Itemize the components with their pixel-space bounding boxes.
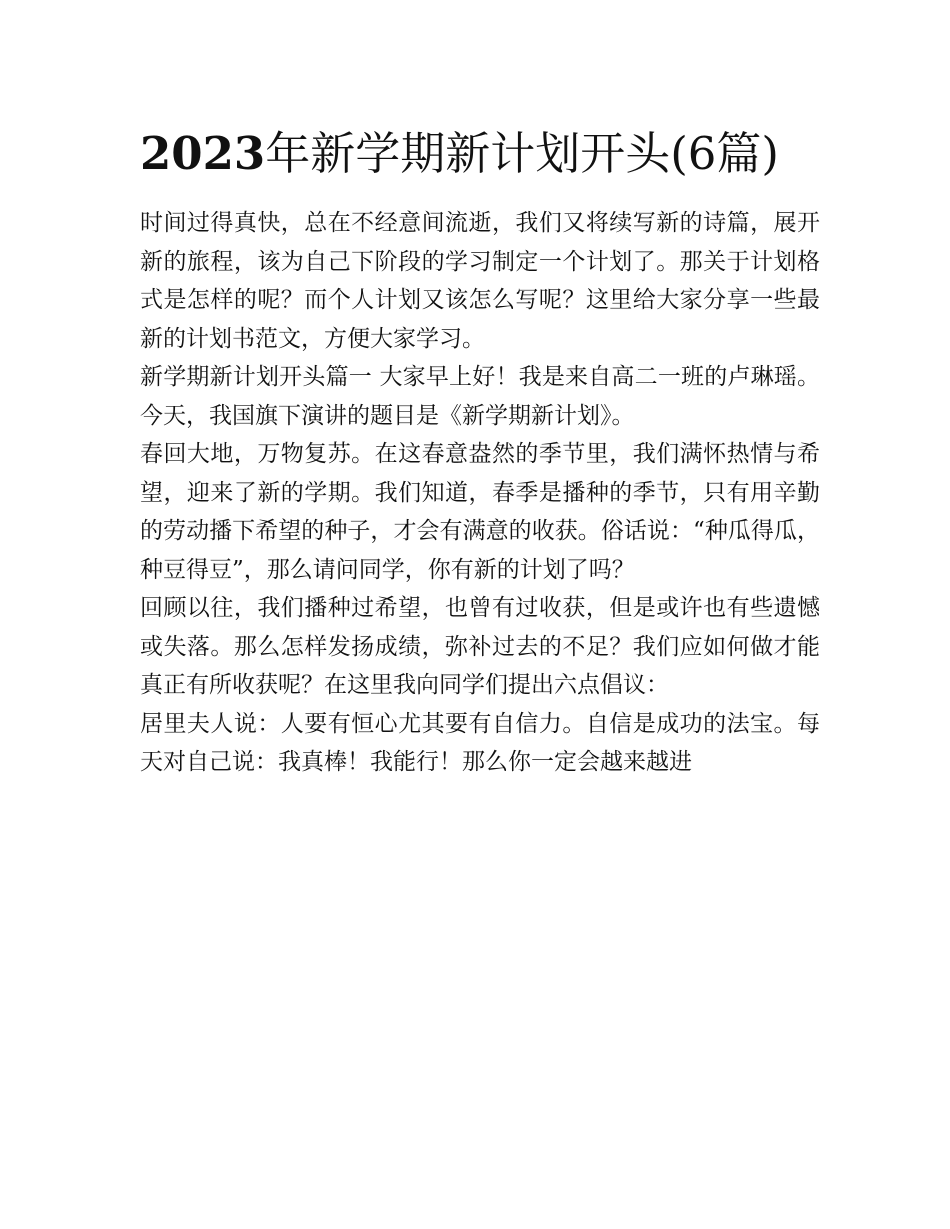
paragraph-1: 新学期新计划开头篇一 大家早上好！我是来自高二一班的卢琳瑶。今天，我国旗下演讲的题目是《新学期新计划》。 [140, 364, 820, 429]
document-title [140, 118, 820, 190]
paragraph-2: 春回大地，万物复苏。在这春意盎然的季节里，我们满怀热情与希望，迎来了新的学期。我们知道，春季是播种的季节，只有用辛勤的劳动播下希望的种子，才会有满意的收获。俗话说：“种瓜得瓜，种豆得豆”，那么请问同学，你有新的计划了吗？ [140, 441, 820, 583]
title-year: 2023 [140, 127, 266, 180]
paragraph-3: 回顾以往，我们播种过希望，也曾有过收获，但是或许也有些遗憾或失落。那么怎样发扬成绩，弥补过去的不足？我们应如何做才能真正有所收获呢？在这里我向同学们提出六点倡议： [140, 595, 820, 698]
document-page [140, 118, 820, 782]
paragraph-4: 居里夫人说：人要有恒心尤其要有自信力。自信是成功的法宝。每天对自己说：我真棒！我能行！那么你一定会越来越进 [140, 710, 820, 775]
title-text: 年新学期新计划开头(6篇) [265, 127, 779, 180]
paragraph-intro: 时间过得真快，总在不经意间流逝，我们又将续写新的诗篇，展开新的旅程，该为自己下阶段的学习制定一个计划了。那关于计划格式是怎样的呢？而个人计划又该怎么写呢？这里给大家分享一些最新的计划书范文，方便大家学习。 [140, 210, 820, 352]
